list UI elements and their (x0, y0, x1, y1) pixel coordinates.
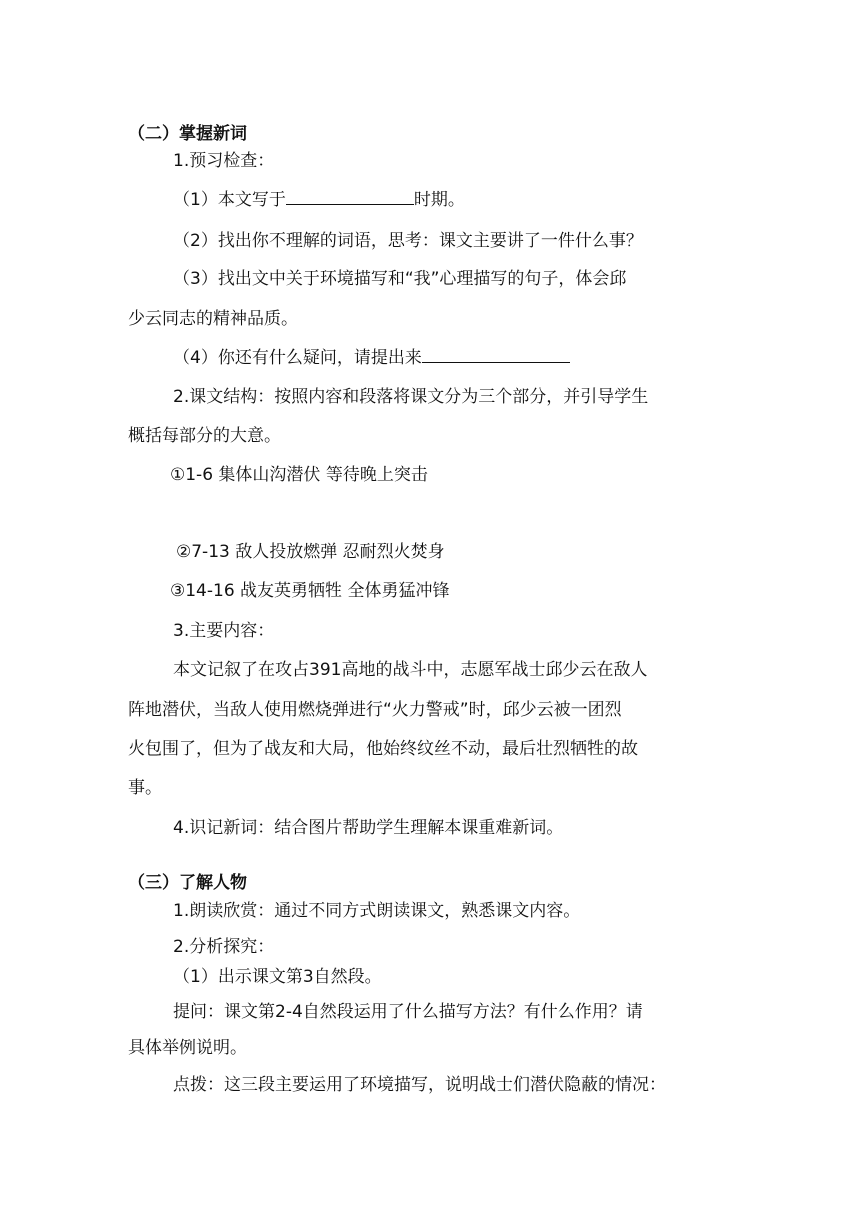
question-3-line1: （3）找出文中关于环境描写和“我”心理描写的句子，体会邱 (173, 269, 627, 289)
item-reading: 1.朗读欣赏：通过不同方式朗读课文，熟悉课文内容。 (173, 901, 581, 921)
question-2: （2）找出你不理解的词语，思考：课文主要讲了一件什么事？ (173, 231, 643, 251)
summary-line-3: 火包围了，但为了战友和大局，他始终纹丝不动，最后壮烈牺牲的故 (128, 739, 638, 759)
sub-item-1: （1）出示课文第3自然段。 (173, 967, 382, 987)
question-line-2: 具体举例说明。 (128, 1038, 247, 1058)
question-4-text: （4）你还有什么疑问，请提出来 (173, 348, 422, 368)
part-3: ③14-16 战友英勇牺牲 全体勇猛冲锋 (170, 581, 450, 601)
section-heading-2: （二）掌握新词 (128, 124, 247, 144)
item-new-words: 4.识记新词：结合图片帮助学生理解本课重难新词。 (173, 818, 564, 838)
item-main-content: 3.主要内容： (173, 621, 275, 641)
item-structure-line2: 概括每部分的大意。 (128, 426, 281, 446)
question-1-suffix: 时期。 (413, 190, 465, 210)
summary-line-4: 事。 (128, 778, 162, 798)
question-4 (173, 344, 570, 371)
question-line-1: 提问：课文第2-4自然段运用了什么描写方法？有什么作用？请 (173, 1002, 643, 1022)
question-3-line2: 少云同志的精神品质。 (128, 309, 298, 329)
question-1-text: （1）本文写于 (173, 190, 286, 210)
question-1 (173, 186, 465, 213)
hint-line-1: 点拨：这三段主要运用了环境描写，说明战士们潜伏隐蔽的情况： (173, 1075, 666, 1095)
part-2: ②7-13 敌人投放燃弹 忍耐烈火焚身 (176, 542, 445, 562)
item-preview-check: 1.预习检查： (173, 151, 275, 171)
item-structure-line1: 2.课文结构：按照内容和段落将课文分为三个部分，并引导学生 (173, 387, 649, 407)
answer-blank-1 (286, 186, 414, 205)
section-heading-3: （三）了解人物 (128, 873, 247, 893)
summary-line-2: 阵地潜伏，当敌人使用燃烧弹进行“火力警戒”时，邱少云被一团烈 (128, 700, 622, 720)
summary-line-1: 本文记叙了在攻占391高地的战斗中，志愿军战士邱少云在敌人 (173, 660, 648, 680)
part-1: ①1-6 集体山沟潜伏 等待晚上突击 (170, 465, 428, 485)
answer-blank-4 (422, 344, 570, 363)
item-analysis: 2.分析探究： (173, 937, 275, 957)
